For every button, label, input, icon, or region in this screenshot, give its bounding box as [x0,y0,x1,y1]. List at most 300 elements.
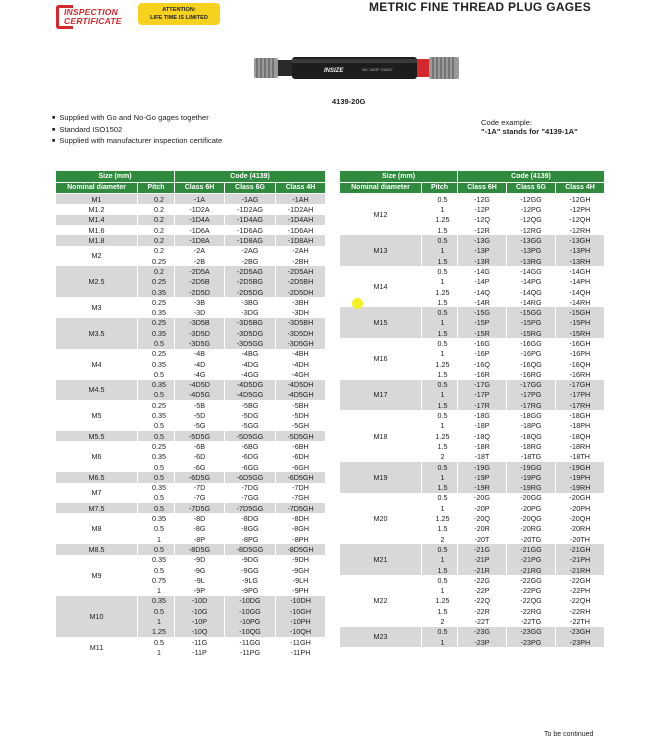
class-4h-cell: -21RH [556,565,605,575]
class-6h-cell: -12P [458,204,507,214]
class-6g-cell: -17RG [507,400,556,410]
class-6g-cell: -5DG [225,410,276,420]
class-6g-cell: -15GG [507,307,556,317]
pitch-cell: 1.25 [422,513,458,523]
pitch-cell: 0.5 [422,266,458,276]
class-6h-cell: -23P [458,637,507,647]
class-6g-cell: -17GG [507,380,556,390]
nominal-diameter-cell: M19 [340,462,422,493]
pitch-cell: 0.5 [138,565,175,575]
class-6g-cell: -22PG [507,585,556,595]
class-6g-cell: -21GG [507,544,556,554]
class-4h-cell: -10DH [276,596,326,606]
class-6g-cell: -19PG [507,472,556,482]
class-4h-cell: -4BH [276,349,326,359]
class-4h-cell: -6GH [276,462,326,472]
class-6g-cell: -4D5DG [225,380,276,390]
pitch-cell: 1 [422,421,458,431]
nominal-diameter-cell: M2.5 [56,266,138,297]
class-4h-header: Class 4H [556,182,605,194]
class-6h-cell: -9G [175,565,225,575]
table-row [56,431,326,441]
nominal-diameter-cell: M12 [340,194,422,236]
pitch-cell: 1.5 [422,256,458,266]
table-row [340,235,605,245]
code-example [481,118,578,137]
class-6g-cell: -10GG [225,606,276,616]
class-4h-cell: -18GH [556,410,605,420]
class-4h-cell: -2D5BH [276,277,326,287]
class-4h-cell: -12RH [556,225,605,235]
class-6g-cell: -14GG [507,266,556,276]
table-row [56,441,326,451]
class-6h-cell: -18P [458,421,507,431]
class-4h-cell: -4D5DH [276,380,326,390]
nominal-diameter-cell: M18 [340,410,422,461]
class-6h-cell: -17P [458,390,507,400]
class-6g-cell: -1AG [225,194,276,205]
class-4h-cell: -17GH [556,380,605,390]
pitch-cell: 1.5 [422,441,458,451]
class-4h-cell: -2D5DH [276,287,326,297]
pitch-cell: 1 [422,246,458,256]
pitch-cell: 0.2 [138,225,175,235]
class-6g-cell: -6BG [225,441,276,451]
class-6g-cell: -3D5GG [225,338,276,348]
table-row [340,194,605,205]
pitch-cell: 1.5 [422,565,458,575]
class-4h-cell: -4GH [276,369,326,379]
class-6g-header: Class 6G [225,182,276,194]
nominal-diameter-cell: M9 [56,555,138,596]
pitch-cell: 0.2 [138,235,175,245]
class-4h-cell: -13GH [556,235,605,245]
class-4h-cell: -17RH [556,400,605,410]
pitch-cell: 0.25 [138,349,175,359]
class-6g-cell: -5GG [225,421,276,431]
class-6g-header: Class 6G [507,182,556,194]
class-6h-cell: -13R [458,256,507,266]
class-6h-cell: -21G [458,544,507,554]
continued-note: To be continued [544,731,594,738]
class-6g-cell: -1D6AG [225,225,276,235]
class-6h-cell: -12G [458,194,507,205]
class-6h-cell: -12Q [458,215,507,225]
nominal-diameter-cell: M8.5 [56,544,138,554]
class-6h-cell: -4B [175,349,225,359]
class-4h-cell: -9GH [276,565,326,575]
class-4h-cell: -15RH [556,328,605,338]
class-4h-cell: -20RH [556,524,605,534]
class-6g-cell: -3D5BG [225,318,276,328]
feature-list [52,113,222,148]
class-4h-cell: -18TH [556,452,605,462]
class-6g-cell: -19GG [507,462,556,472]
class-6h-cell: -2D5D [175,287,225,297]
class-6g-cell: -15PG [507,318,556,328]
class-6g-cell: -1D8AG [225,235,276,245]
nominal-diameter-cell: M3.5 [56,318,138,349]
nominal-diameter-cell: M1.2 [56,204,138,214]
attention-line2: LIFE TIME IS LIMITED [150,15,208,21]
class-6h-cell: -19R [458,483,507,493]
nominal-diameter-cell: M17 [340,380,422,411]
class-6g-cell: -9PG [225,585,276,595]
product-label: 4139-20G [332,97,366,106]
class-4h-header: Class 4H [276,182,326,194]
class-6h-cell: -20P [458,503,507,513]
class-4h-cell: -1D8AH [276,235,326,245]
class-4h-cell: -22RH [556,606,605,616]
class-4h-cell: -3D5GH [276,338,326,348]
class-6h-cell: -4D5D [175,380,225,390]
class-6g-cell: -15RG [507,328,556,338]
class-6g-cell: -1D4AG [225,215,276,225]
pitch-cell: 0.5 [422,627,458,637]
class-4h-cell: -4D5GH [276,390,326,400]
class-6h-cell: -22G [458,575,507,585]
class-6g-cell: -9GG [225,565,276,575]
nominal-diameter-cell: M3 [56,297,138,318]
pitch-cell: 1 [422,349,458,359]
class-4h-cell: -22GH [556,575,605,585]
class-6g-cell: -12QG [507,215,556,225]
nominal-diameter-cell: M16 [340,338,422,379]
class-4h-cell: -7D5GH [276,503,326,513]
pitch-cell: 0.35 [138,328,175,338]
class-6h-cell: -18R [458,441,507,451]
nominal-diameter-cell: M6 [56,441,138,472]
class-6h-cell: -15G [458,307,507,317]
class-6g-cell: -7GG [225,493,276,503]
pitch-cell: 0.2 [138,194,175,205]
class-6h-cell: -11P [175,647,225,657]
table-row [56,513,326,523]
class-6g-cell: -6DG [225,452,276,462]
class-6h-cell: -2B [175,256,225,266]
pitch-cell: 1 [422,204,458,214]
nominal-diameter-cell: M1.8 [56,235,138,245]
code-header: Code (4139) [175,171,326,183]
inspection-certificate-logo [56,5,130,27]
size-header: Size (mm) [340,171,458,183]
class-4h-cell: -14QH [556,287,605,297]
pitch-cell: 1 [422,277,458,287]
class-4h-cell: -17PH [556,390,605,400]
pitch-cell: 0.5 [138,544,175,554]
class-6g-cell: -7DG [225,483,276,493]
size-table-right [339,170,605,647]
class-6g-cell: -18GG [507,410,556,420]
pitch-cell: 0.25 [138,400,175,410]
class-4h-cell: -13PH [556,246,605,256]
class-4h-cell: -20GH [556,493,605,503]
table-row [56,472,326,482]
class-6h-cell: -6D5G [175,472,225,482]
class-6h-cell: -5D [175,410,225,420]
class-4h-cell: -11PH [276,647,326,657]
class-6h-cell: -16G [458,338,507,348]
pitch-cell: 0.5 [422,544,458,554]
nominal-diameter-cell: M5.5 [56,431,138,441]
feature-item: ■ Standard ISO1502 [52,125,222,137]
table-row [56,204,326,214]
pitch-cell: 1.25 [422,287,458,297]
pitch-cell: 0.25 [138,441,175,451]
nominal-diameter-cell: M4.5 [56,380,138,401]
class-4h-cell: -10GH [276,606,326,616]
class-4h-cell: -2AH [276,246,326,256]
class-6h-cell: -21P [458,555,507,565]
nominal-diameter-cell: M13 [340,235,422,266]
pitch-cell: 0.5 [138,524,175,534]
pitch-cell: 1.5 [422,524,458,534]
class-6h-cell: -6B [175,441,225,451]
class-6h-cell: -5G [175,421,225,431]
class-6g-cell: -4D5GG [225,390,276,400]
table-row [340,307,605,317]
class-4h-cell: -22QH [556,596,605,606]
feature-item: ■ Supplied with Go and No-Go gages together [52,113,222,125]
class-6h-cell: -8D [175,513,225,523]
class-6h-cell: -3D5B [175,318,225,328]
table-row [56,235,326,245]
class-6g-cell: -5BG [225,400,276,410]
class-6h-cell: -23G [458,627,507,637]
class-6h-cell: -22R [458,606,507,616]
class-6h-cell: -18T [458,452,507,462]
class-4h-cell: -16PH [556,349,605,359]
class-6g-cell: -2AG [225,246,276,256]
pitch-cell: 1.25 [422,596,458,606]
class-6h-cell: -20R [458,524,507,534]
pitch-header: Pitch [138,182,175,194]
class-6h-cell: -9P [175,585,225,595]
class-4h-cell: -16GH [556,338,605,348]
table-row [56,194,326,205]
class-6g-cell: -18QG [507,431,556,441]
class-6g-cell: -4BG [225,349,276,359]
class-4h-cell: -14RH [556,297,605,307]
pitch-cell: 1.5 [422,483,458,493]
class-4h-cell: -4DH [276,359,326,369]
class-4h-cell: -6D5GH [276,472,326,482]
class-6h-cell: -2D5B [175,277,225,287]
class-4h-cell: -3D5DH [276,328,326,338]
table-row [56,246,326,256]
class-6h-cell: -19G [458,462,507,472]
table-row [56,297,326,307]
pitch-cell: 0.2 [138,204,175,214]
pitch-cell: 0.35 [138,410,175,420]
class-6g-cell: -20QG [507,513,556,523]
page-title: METRIC FINE THREAD PLUG GAGES [369,0,592,14]
class-4h-cell: -5D5GH [276,431,326,441]
pitch-cell: 1.5 [422,369,458,379]
pitch-cell: 0.25 [138,318,175,328]
nominal-diameter-cell: M6.5 [56,472,138,482]
class-4h-cell: -5BH [276,400,326,410]
class-6h-cell: -14G [458,266,507,276]
class-6h-cell: -5B [175,400,225,410]
pitch-cell: 0.35 [138,596,175,606]
class-6g-cell: -14PG [507,277,556,287]
class-6g-cell: -21RG [507,565,556,575]
class-6g-cell: -13GG [507,235,556,245]
pitch-cell: 0.5 [422,575,458,585]
pitch-cell: 0.35 [138,555,175,565]
class-6h-cell: -14R [458,297,507,307]
class-6g-cell: -23GG [507,627,556,637]
table-row [56,215,326,225]
pitch-cell: 0.35 [138,513,175,523]
class-4h-cell: -8DH [276,513,326,523]
pitch-cell: 0.5 [422,235,458,245]
class-6g-cell: -8D5GG [225,544,276,554]
class-4h-cell: -22PH [556,585,605,595]
class-6h-cell: -1D8A [175,235,225,245]
table-row [340,627,605,637]
pitch-cell: 1 [422,555,458,565]
class-4h-cell: -2BH [276,256,326,266]
class-4h-cell: -20QH [556,513,605,523]
class-6g-cell: -2D5AG [225,266,276,276]
class-6h-cell: -22P [458,585,507,595]
class-4h-cell: -7GH [276,493,326,503]
code-header: Code (4139) [458,171,605,183]
pitch-cell: 1 [422,472,458,482]
attention-line1: ATTENTION: [162,7,196,13]
nominal-diameter-cell: M10 [56,596,138,637]
class-6h-cell: -10G [175,606,225,616]
pitch-cell: 1.5 [422,297,458,307]
class-4h-cell: -9LH [276,575,326,585]
class-6g-cell: -21PG [507,555,556,565]
pitch-cell: 1.25 [138,627,175,637]
class-6h-cell: -7G [175,493,225,503]
class-4h-cell: -9DH [276,555,326,565]
pitch-cell: 2 [422,616,458,626]
table-row [56,225,326,235]
class-6g-cell: -3BG [225,297,276,307]
class-6g-cell: -8GG [225,524,276,534]
class-6h-cell: -1A [175,194,225,205]
class-4h-cell: -14GH [556,266,605,276]
nominal-diameter-cell: M8 [56,513,138,544]
class-4h-cell: -8D5GH [276,544,326,554]
pitch-cell: 0.35 [138,359,175,369]
pitch-cell: 0.75 [138,575,175,585]
pitch-cell: 0.5 [422,307,458,317]
class-4h-cell: -19PH [556,472,605,482]
class-6h-cell: -17R [458,400,507,410]
gage-serial: NO. 2403F 130027 [362,68,393,72]
table-row [56,266,326,276]
class-6h-cell: -8P [175,534,225,544]
class-6h-cell: -2D5A [175,266,225,276]
class-4h-cell: -10PH [276,616,326,626]
class-6g-cell: -7D5GG [225,503,276,513]
pitch-cell: 1 [138,534,175,544]
pitch-cell: 1 [422,318,458,328]
class-4h-cell: -21GH [556,544,605,554]
class-6g-cell: -3DG [225,307,276,317]
class-4h-cell: -10QH [276,627,326,637]
class-4h-cell: -22TH [556,616,605,626]
pitch-cell: 1.5 [422,328,458,338]
class-6h-cell: -18G [458,410,507,420]
class-6g-cell: -2D5DG [225,287,276,297]
table-row [340,544,605,554]
class-4h-cell: -1D4AH [276,215,326,225]
pitch-cell: 1 [138,616,175,626]
class-6g-cell: -16QG [507,359,556,369]
pitch-cell: 0.2 [138,215,175,225]
class-4h-cell: -15GH [556,307,605,317]
pitch-cell: 0.5 [422,380,458,390]
class-6g-cell: -14QG [507,287,556,297]
class-6g-cell: -11PG [225,647,276,657]
nominal-header: Nominal diameter [340,182,422,194]
table-row [56,318,326,328]
class-6g-cell: -1D2AG [225,204,276,214]
class-6h-cell: -16Q [458,359,507,369]
class-6h-cell: -15R [458,328,507,338]
pitch-cell: 0.35 [138,452,175,462]
nominal-diameter-cell: M11 [56,637,138,658]
class-6h-cell: -15P [458,318,507,328]
class-4h-cell: -19RH [556,483,605,493]
pitch-cell: 0.5 [138,421,175,431]
class-4h-cell: -2D5AH [276,266,326,276]
class-6g-cell: -10QG [225,627,276,637]
class-6h-cell: -13G [458,235,507,245]
table-row [340,266,605,276]
class-6g-cell: -9LG [225,575,276,585]
class-6h-cell: -19P [458,472,507,482]
class-6h-cell: -1D2A [175,204,225,214]
size-header: Size (mm) [56,171,175,183]
pitch-cell: 0.5 [138,431,175,441]
class-4h-cell: -12GH [556,194,605,205]
class-6h-cell: -14P [458,277,507,287]
class-6g-cell: -2D5BG [225,277,276,287]
class-6g-cell: -20PG [507,503,556,513]
table-row [340,380,605,390]
pitch-cell: 0.5 [138,390,175,400]
class-6g-cell: -17PG [507,390,556,400]
pitch-cell: 1 [422,503,458,513]
class-4h-cell: -21PH [556,555,605,565]
table-row [56,596,326,606]
table-row [56,637,326,647]
nominal-diameter-cell: M7 [56,483,138,504]
class-6g-cell: -20RG [507,524,556,534]
pitch-cell: 2 [422,534,458,544]
class-6g-cell: -11GG [225,637,276,647]
table-row [56,544,326,554]
class-6g-cell: -16GG [507,338,556,348]
attention-badge [138,3,220,25]
class-6h-cell: -18Q [458,431,507,441]
class-6h-cell: -16P [458,349,507,359]
pitch-cell: 0.2 [138,246,175,256]
nominal-diameter-cell: M22 [340,575,422,626]
class-6g-cell: -13PG [507,246,556,256]
class-6g-cell: -22QG [507,596,556,606]
class-6h-cell: -9L [175,575,225,585]
table-row [340,575,605,585]
